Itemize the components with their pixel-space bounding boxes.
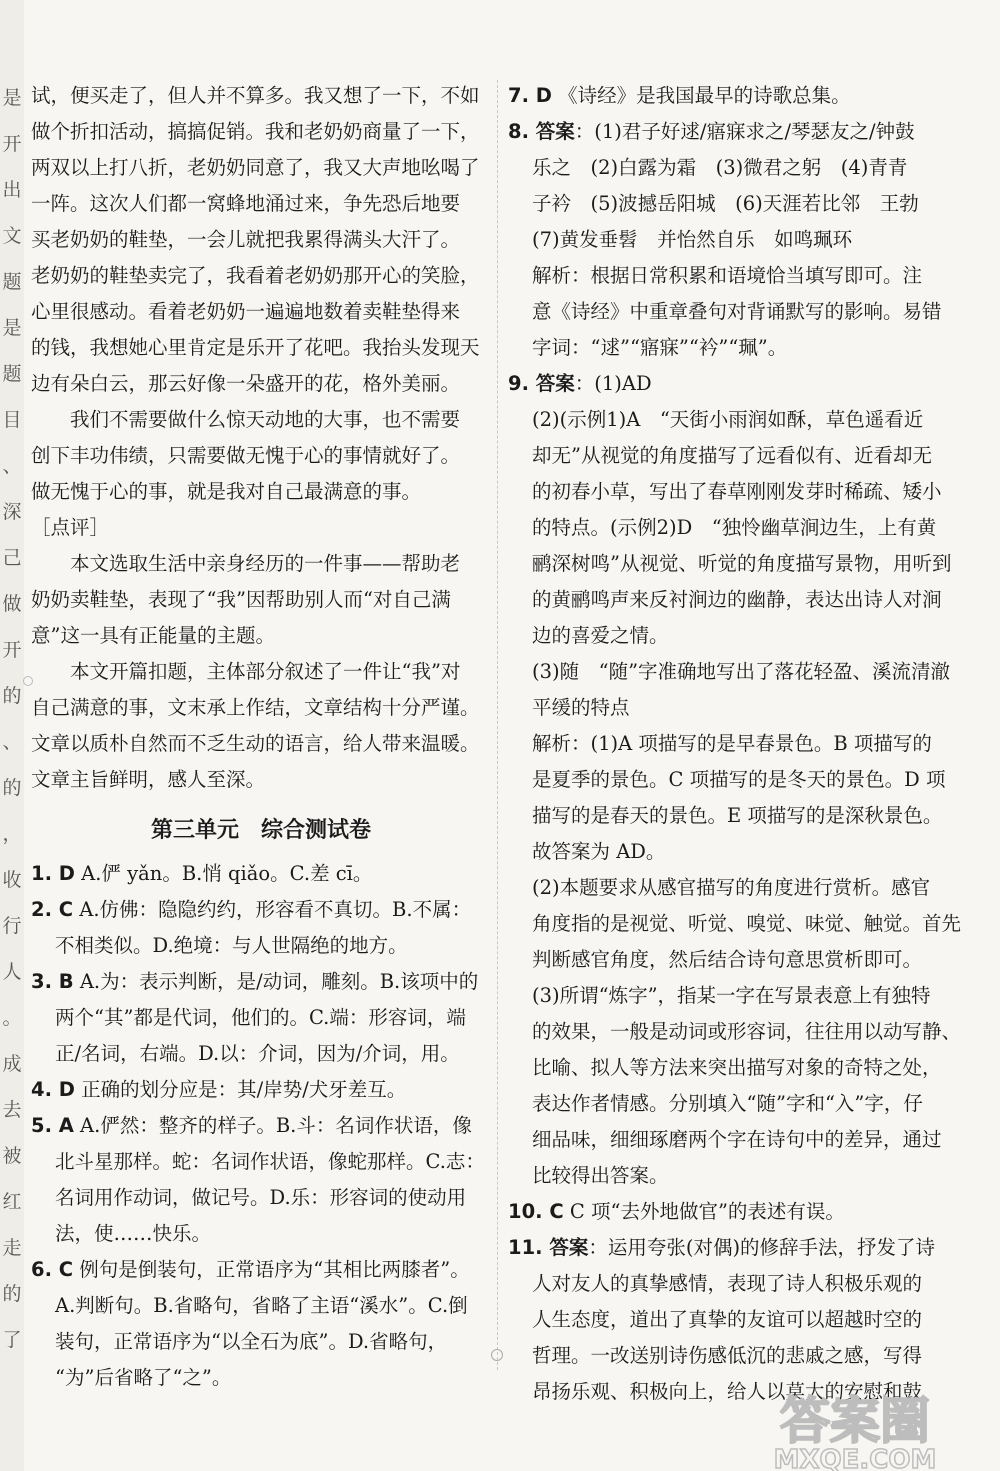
text-line: 的钱，我想她心里肯定是乐开了花吧。我抬头发现天: [31, 336, 480, 359]
answer-text: (7)黄发垂髫 并怡然自乐 如鸣珮环: [532, 228, 853, 251]
answer-line: [508, 1014, 968, 1050]
gutter-char: 题: [2, 271, 22, 293]
answer-text: 法，使……快乐。: [55, 1222, 212, 1245]
left-column: [31, 78, 491, 1396]
text-line: 老奶奶的鞋垫卖完了，我看着老奶奶那开心的笑脸，: [31, 264, 480, 287]
gutter-char: 、: [2, 455, 22, 477]
answer-number: 10. C: [508, 1200, 564, 1223]
answer-line: [508, 618, 968, 654]
answer-text: 名词用作动词，做记号。D.乐：形容词的使动用: [55, 1186, 467, 1209]
answer-line: [508, 222, 968, 258]
answer-line: [508, 1338, 968, 1374]
gutter-char: 红: [2, 1191, 22, 1213]
answer-number: 9.: [508, 372, 529, 395]
answer-text: 昂扬乐观、积极向上，给人以莫大的安慰和鼓: [532, 1380, 923, 1403]
text-line: 本文开篇扣题，主体部分叙述了一件让“我”对: [70, 660, 461, 683]
review-text: [31, 546, 491, 798]
text-line: 意”这一具有正能量的主题。: [31, 624, 275, 647]
gutter-char: 去: [2, 1099, 22, 1121]
answer-text: A.俨 yǎn。B.悄 qiǎo。C.差 cī。: [74, 862, 373, 885]
answer-text: ：(1)君子好逑/寤寐求之/琴瑟友之/钟鼓: [574, 120, 915, 143]
answer-text: 例句是倒装句，正常语序为“其相比两膝者”。: [73, 1258, 470, 1281]
text-line: 买老奶奶的鞋垫，一会儿就把我累得满头大汗了。: [31, 228, 461, 251]
answer-line: [508, 654, 968, 690]
answer-number: 7. D: [508, 84, 552, 107]
answer-line: [31, 1360, 491, 1396]
answer-text: 表达作者情感。分别填入“随”字和“入”字，仔: [532, 1092, 923, 1115]
answer-line: [31, 1288, 491, 1324]
answer-line: [508, 1086, 968, 1122]
text-line: 我们不需要做什么惊天动地的大事，也不需要: [70, 408, 461, 431]
gutter-char: 己: [2, 547, 22, 569]
answer-text: 人对友人的真挚感情，表现了诗人积极乐观的: [532, 1272, 923, 1295]
text-line: 两双以上打八折，老奶奶同意了，我又大声地吆喝了: [31, 156, 480, 179]
answer-line: [508, 1158, 968, 1194]
answer-text: 的特点。(示例2)D “独怜幽草涧边生，上有黄: [532, 516, 937, 539]
gutter-char: ，: [2, 823, 22, 845]
answer-line: [508, 1122, 968, 1158]
answer-number: 4. D: [31, 1078, 75, 1101]
answer-line: [31, 928, 491, 964]
text-line: 文章主旨鲜明，感人至深。: [31, 768, 266, 791]
answer-number: 1. D: [31, 862, 75, 885]
gutter-char: 的: [2, 685, 22, 707]
text-line: 自己满意的事，文末承上作结，文章结构十分严谨。: [31, 696, 480, 719]
answer-line: [508, 438, 968, 474]
gutter-char: 的: [2, 1283, 22, 1305]
gutter-char: 题: [2, 363, 22, 385]
answer-text: 的效果，一般是动词或形容词，往往用以动写静、: [532, 1020, 962, 1043]
answer-line: [508, 870, 968, 906]
answer-item: [31, 1252, 491, 1288]
answer-number: 6. C: [31, 1258, 74, 1281]
svg-text:MXQE.COM: MXQE.COM: [773, 1445, 937, 1471]
answer-number: 8.: [508, 120, 529, 143]
answer-line: [508, 762, 968, 798]
answer-line: [508, 1266, 968, 1302]
answer-line: [508, 294, 968, 330]
text-line: 心里很感动。看着老奶奶一遍遍地数着卖鞋垫得来: [31, 300, 461, 323]
answer-line: [31, 1180, 491, 1216]
text-line: 创下丰功伟绩，只需要做无愧于心的事情就好了。: [31, 444, 461, 467]
answer-line: [508, 186, 968, 222]
answer-text: (2)本题要求从感官描写的角度进行赏析。感官: [532, 876, 931, 899]
answer-text: (2)(示例1)A “天街小雨润如酥，草色遥看近: [532, 408, 924, 431]
answer-line: [508, 798, 968, 834]
answer-label: 答案: [528, 120, 575, 143]
answer-text: A.判断句。B.省略句，省略了主语“溪水”。C.倒: [55, 1294, 468, 1317]
answer-number: 3. B: [31, 970, 74, 993]
text-line: 做无愧于心的事，就是我对自己最满意的事。: [31, 480, 422, 503]
answer-text: (3)所谓“炼字”，指某一字在写景表意上有独特: [532, 984, 931, 1007]
gutter-char: 了: [2, 1329, 22, 1351]
answer-item: [508, 114, 968, 150]
answer-text: 比较得出答案。: [532, 1164, 669, 1187]
gutter-char: 被: [2, 1145, 22, 1167]
answer-text: 鹂深树鸣”从视觉、听觉的角度描写景物，用听到: [532, 552, 952, 575]
answer-number: 2. C: [31, 898, 74, 921]
answer-line: [508, 150, 968, 186]
answer-line: [31, 1000, 491, 1036]
answer-line: [31, 1216, 491, 1252]
column-divider: [497, 80, 498, 1370]
right-column: [508, 78, 968, 1410]
answer-line: [508, 1050, 968, 1086]
text-line: 本文选取生活中亲身经历的一件事——帮助老: [70, 552, 461, 575]
gutter-char: 开: [2, 639, 22, 661]
answer-line: [508, 402, 968, 438]
answer-text: ：运用夸张(对偶)的修辞手法，抒发了诗: [588, 1236, 936, 1259]
answer-line: [508, 978, 968, 1014]
answer-line: [508, 690, 968, 726]
answer-text: (3)随 “随”字准确地写出了落花轻盈、溪流清澈: [532, 660, 951, 683]
text-line: 边有朵白云，那云好像一朵盛开的花，格外美丽。: [31, 372, 461, 395]
answer-text: 细品味，细细琢磨两个字在诗句中的差异，通过: [532, 1128, 942, 1151]
answer-line: [508, 726, 968, 762]
answer-text: 装句，正常语序为“以全石为底”。D.省略句，: [55, 1330, 448, 1353]
essay-text: [31, 78, 491, 510]
answer-line: [508, 546, 968, 582]
answer-line: [508, 582, 968, 618]
answers-list-right: [508, 78, 968, 1410]
answer-text: 两个“其”都是代词，他们的。C.端：形容词，端: [55, 1006, 466, 1029]
answer-item: [508, 1230, 968, 1266]
answer-text: 比喻、拟人等方法来突出描写对象的奇特之处，: [532, 1056, 942, 1079]
text-line: 奶奶卖鞋垫，表现了“我”因帮助别人而“对自己满: [31, 588, 451, 611]
gutter-char: 。: [2, 1007, 22, 1029]
text-line: 文章以质朴自然而不乏生动的语言，给人带来温暖。: [31, 732, 480, 755]
answer-text: “为”后省略了“之”。: [55, 1366, 232, 1389]
answer-text: 故答案为 AD。: [532, 840, 666, 863]
answer-line: [508, 906, 968, 942]
answer-text: 描写的是春天的景色。E 项描写的是深秋景色。: [532, 804, 943, 827]
answer-text: A.为：表示判断，是/动词，雕刻。B.该项中的: [73, 970, 479, 993]
review-title: ［点评］: [31, 516, 110, 539]
answer-item: [31, 1108, 491, 1144]
answer-line: [508, 330, 968, 366]
answer-number: 11.: [508, 1236, 543, 1259]
answer-text: 北斗星那样。蛇：名词作状语，像蛇那样。C.志：: [55, 1150, 485, 1173]
answer-text: 正/名词，右端。D.以：介词，因为/介词，用。: [55, 1042, 460, 1065]
answer-line: [508, 474, 968, 510]
gutter-char: 是: [2, 317, 22, 339]
answer-text: 解析：根据日常积累和语境恰当填写即可。注: [532, 264, 923, 287]
answer-text: A.仿佛：隐隐约约，形容看不真切。B.不属：: [73, 898, 472, 921]
answer-item: [508, 78, 968, 114]
answer-text: ：(1)AD: [574, 372, 652, 395]
answer-text: 乐之 (2)白露为霜 (3)微君之躬 (4)青青: [532, 156, 908, 179]
gutter-char: 行: [2, 915, 22, 937]
gutter-char: 开: [2, 133, 22, 155]
gutter-char: 成: [2, 1053, 22, 1075]
answer-text: 意《诗经》中重章叠句对背诵默写的影响。易错: [532, 300, 942, 323]
answer-line: [508, 258, 968, 294]
answer-text: 却无”从视觉的角度描写了远看似有、近看却无: [532, 444, 932, 467]
answer-label: 答案: [528, 372, 575, 395]
text-line: 试，便买走了，但人并不算多。我又想了一下，不如: [31, 84, 480, 107]
answer-text: 判断感官角度，然后结合诗句意思赏析即可。: [532, 948, 923, 971]
answer-text: 不相类似。D.绝境：与人世隔绝的地方。: [55, 934, 408, 957]
gutter-char: 的: [2, 777, 22, 799]
gutter-char: 走: [2, 1237, 22, 1259]
gutter-char: 目: [2, 409, 22, 431]
answer-item: [31, 856, 491, 892]
text-line: 一阵。这次人们都一窝蜂地涌过来，争先恐后地要: [31, 192, 461, 215]
answer-text: 平缓的特点: [532, 696, 630, 719]
answer-line: [508, 942, 968, 978]
answer-line: [508, 834, 968, 870]
answer-text: 的初春小草，写出了春草刚刚发芽时稀疏、矮小: [532, 480, 942, 503]
text-line: 做个折扣活动，搞搞促销。我和老奶奶商量了一下，: [31, 120, 480, 143]
answer-item: [508, 1194, 968, 1230]
gutter-char: 深: [2, 501, 22, 523]
answer-text: 子衿 (5)波撼岳阳城 (6)天涯若比邻 王勃: [532, 192, 919, 215]
answer-text: 字词：“逑”“寤寐”“衿”“珮”。: [532, 336, 788, 359]
answer-line: [31, 1324, 491, 1360]
answer-text: 是夏季的景色。C 项描写的是冬天的景色。D 项: [532, 768, 946, 791]
svg-text:答案圈: 答案圈: [780, 1392, 930, 1450]
answer-text: 《诗经》是我国最早的诗歌总集。: [551, 84, 851, 107]
answer-text: C 项“去外地做官”的表述有误。: [563, 1200, 845, 1223]
gutter-char: 人: [2, 961, 22, 983]
answer-text: 解析：(1)A 项描写的是早春景色。B 项描写的: [532, 732, 932, 755]
answer-line: [31, 1144, 491, 1180]
answer-text: 边的喜爱之情。: [532, 624, 669, 647]
answer-line: [31, 1036, 491, 1072]
answer-text: 的黄鹂鸣声来反衬涧边的幽静，表达出诗人对涧: [532, 588, 942, 611]
section-title: 第三单元 综合测试卷: [150, 817, 371, 843]
answer-line: [508, 1302, 968, 1338]
answer-text: 角度指的是视觉、听觉、嗅觉、味觉、触觉。首先: [532, 912, 962, 935]
gutter-char: 文: [2, 225, 22, 247]
watermark-logo: [715, 1384, 995, 1471]
answer-text: 哲理。一改送别诗伤感低沉的悲戚之感，写得: [532, 1344, 923, 1367]
answer-item: [508, 366, 968, 402]
answer-text: A.俨然：整齐的样子。B.斗：名词作状语，像: [73, 1114, 472, 1137]
answers-list-left: [31, 856, 491, 1396]
gutter-char: 收: [2, 869, 22, 891]
answer-label: 答案: [542, 1236, 589, 1259]
answer-item: [31, 892, 491, 928]
answer-text: 人生态度，道出了真挚的友谊可以超越时空的: [532, 1308, 923, 1331]
answer-text: 正确的划分应是：其/岸势/犬牙差互。: [74, 1078, 407, 1101]
answer-item: [31, 1072, 491, 1108]
gutter-char: 做: [2, 593, 22, 615]
gutter-char: 是: [2, 87, 22, 109]
gutter-char: 出: [2, 179, 22, 201]
answer-item: [31, 964, 491, 1000]
divider-dot-mark: [491, 1349, 503, 1361]
answer-number: 5. A: [31, 1114, 74, 1137]
gutter-char: 、: [2, 731, 22, 753]
answer-line: [508, 510, 968, 546]
